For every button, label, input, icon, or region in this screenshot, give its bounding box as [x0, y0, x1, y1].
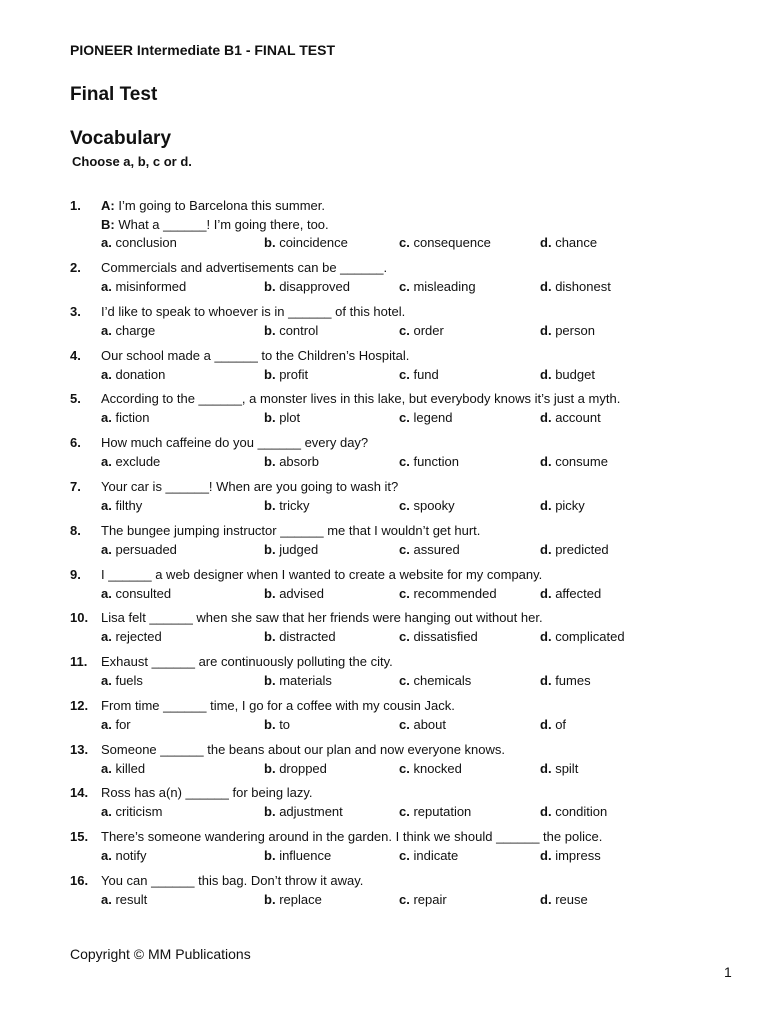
option-letter: b. — [264, 366, 276, 382]
option-letter: c. — [399, 585, 410, 601]
question-number: 13. — [70, 742, 89, 757]
option-letter: a. — [101, 453, 112, 469]
answer-option — [101, 323, 155, 338]
option-text: conclusion — [115, 235, 177, 250]
option-text: exclude — [115, 453, 161, 469]
answer-option — [399, 410, 453, 425]
option-text: to — [279, 716, 291, 732]
option-text: account — [555, 409, 601, 425]
answer-option — [264, 498, 310, 513]
option-letter: b. — [264, 409, 276, 425]
answer-option — [399, 673, 471, 688]
option-text: coincidence — [279, 235, 348, 250]
option-text: replace — [279, 891, 322, 907]
option-text: recommended — [413, 585, 497, 601]
copyright-footer: Copyright © MM Publications — [70, 946, 251, 962]
answer-option — [264, 410, 300, 425]
option-letter: b. — [264, 278, 276, 294]
option-letter: a. — [101, 585, 112, 601]
option-text: killed — [115, 760, 146, 776]
option-letter: a. — [101, 891, 112, 907]
option-text: about — [413, 716, 447, 732]
question-sentence: According to the ______, a monster lives in this lake, but everybody knows it’s just a myth. — [101, 391, 621, 406]
option-letter: a. — [101, 235, 112, 250]
question-text — [101, 873, 363, 888]
option-text: charge — [115, 322, 156, 338]
question-sentence: Your car is ______! When are you going to wash it? — [101, 479, 399, 494]
question-text — [101, 198, 325, 213]
question-sentence: I’m going to Barcelona this summer. — [118, 198, 325, 213]
question-number: 10. — [70, 610, 89, 625]
option-letter: b. — [264, 760, 276, 776]
answer-option — [540, 235, 597, 250]
question-number: 5. — [70, 391, 81, 406]
option-letter: b. — [264, 803, 276, 819]
answer-option — [399, 235, 491, 250]
option-letter: c. — [399, 322, 410, 338]
answer-option — [264, 892, 322, 907]
answer-option — [540, 804, 607, 819]
answer-option — [264, 542, 318, 557]
option-text: complicated — [555, 628, 625, 644]
option-letter: a. — [101, 716, 112, 732]
question-sentence: Ross has a(n) ______ for being lazy. — [101, 785, 313, 800]
option-text: knocked — [413, 760, 462, 776]
option-text: repair — [413, 891, 447, 907]
question-text — [101, 217, 329, 232]
answer-option — [399, 323, 444, 338]
answer-option — [399, 761, 462, 776]
answer-option — [399, 629, 478, 644]
question-number: 7. — [70, 479, 81, 494]
answer-option — [540, 410, 601, 425]
answer-option — [101, 586, 171, 601]
option-letter: a. — [101, 628, 112, 644]
answer-option — [264, 454, 319, 469]
question-number: 6. — [70, 435, 81, 450]
option-letter: d. — [540, 541, 552, 557]
option-letter: b. — [264, 672, 276, 688]
question-text — [101, 479, 398, 494]
question-text — [101, 435, 368, 450]
answer-option — [264, 367, 308, 382]
option-letter: b. — [264, 716, 276, 732]
question-sentence: Someone ______ the beans about our plan and now everyone knows. — [101, 742, 506, 757]
option-letter: d. — [540, 628, 552, 644]
question-sentence: I’d like to speak to whoever is in ______ of this hotel. — [101, 304, 406, 319]
answer-option — [101, 367, 165, 382]
answer-option — [264, 717, 290, 732]
option-letter: d. — [540, 322, 552, 338]
option-text: function — [413, 453, 460, 469]
option-letter: a. — [101, 278, 112, 294]
option-letter: b. — [264, 541, 276, 557]
speaker-label: B: — [101, 216, 115, 232]
option-text: condition — [555, 803, 608, 819]
option-letter: a. — [101, 366, 112, 382]
option-letter: d. — [540, 366, 552, 382]
answer-option — [264, 323, 318, 338]
answer-option — [264, 629, 336, 644]
question-sentence: You can ______ this bag. Don’t throw it away. — [101, 873, 364, 888]
question-text — [101, 785, 313, 800]
option-text: dropped — [279, 760, 327, 776]
question-sentence: Our school made a ______ to the Children’s Hospital. — [101, 348, 410, 363]
option-letter: b. — [264, 453, 276, 469]
question-number: 16. — [70, 873, 89, 888]
answer-option — [101, 629, 162, 644]
question-number: 3. — [70, 304, 81, 319]
question-text — [101, 304, 405, 319]
option-text: assured — [413, 541, 460, 557]
option-letter: d. — [540, 409, 552, 425]
answer-option — [399, 848, 458, 863]
question-sentence: What a ______! I’m going there, too. — [118, 216, 329, 232]
option-text: persuaded — [115, 541, 177, 557]
option-text: consulted — [115, 585, 172, 601]
option-text: result — [115, 891, 148, 907]
question-text — [101, 523, 480, 538]
page-title: Final Test — [70, 84, 158, 105]
instruction: Choose a, b, c or d. — [72, 154, 192, 169]
option-letter: d. — [540, 278, 552, 294]
option-text: dissatisfied — [413, 628, 478, 644]
option-letter: c. — [399, 847, 410, 863]
question-number: 11. — [70, 654, 88, 669]
option-text: fumes — [555, 672, 591, 688]
option-text: for — [115, 716, 131, 732]
question-text — [101, 567, 542, 582]
answer-option — [264, 848, 331, 863]
answer-option — [264, 279, 350, 294]
option-letter: a. — [101, 541, 112, 557]
option-text: reputation — [413, 803, 472, 819]
option-letter: a. — [101, 803, 112, 819]
answer-option — [540, 586, 601, 601]
answer-option — [101, 804, 162, 819]
question-number: 9. — [70, 567, 81, 582]
option-letter: d. — [540, 803, 552, 819]
answer-option — [399, 367, 439, 382]
option-letter: b. — [264, 585, 276, 601]
option-text: predicted — [555, 541, 609, 557]
option-text: reuse — [555, 891, 588, 907]
option-text: donation — [115, 366, 166, 382]
option-text: affected — [555, 585, 602, 601]
question-text — [101, 610, 543, 625]
answer-option — [399, 279, 476, 294]
option-letter: d. — [540, 847, 552, 863]
answer-option — [101, 410, 149, 425]
option-text: fuels — [115, 672, 143, 688]
question-number: 12. — [70, 698, 89, 713]
option-letter: b. — [264, 322, 276, 338]
option-text: picky — [555, 497, 585, 513]
question-text — [101, 742, 505, 757]
option-text: distracted — [279, 628, 336, 644]
option-text: misinformed — [115, 278, 187, 294]
question-text — [101, 260, 387, 275]
answer-option — [101, 454, 160, 469]
question-text — [101, 391, 620, 406]
answer-option — [540, 892, 588, 907]
option-text: fiction — [115, 409, 150, 425]
option-text: spilt — [555, 760, 579, 776]
answer-option — [101, 892, 147, 907]
question-sentence: From time ______ time, I go for a coffee with my cousin Jack. — [101, 698, 455, 713]
option-letter: d. — [540, 672, 552, 688]
option-letter: c. — [399, 278, 410, 294]
answer-option — [540, 367, 595, 382]
option-text: adjustment — [279, 803, 343, 819]
question-number: 14. — [70, 785, 89, 800]
question-number: 2. — [70, 260, 81, 275]
option-letter: a. — [101, 760, 112, 776]
question-sentence: The bungee jumping instructor ______ me that I wouldn’t get hurt. — [101, 523, 481, 538]
question-sentence: There’s someone wandering around in the garden. I think we should ______ the police. — [101, 829, 603, 844]
answer-option — [264, 804, 343, 819]
option-letter: c. — [399, 541, 410, 557]
option-letter: c. — [399, 716, 410, 732]
answer-option — [399, 454, 459, 469]
answer-option — [101, 673, 143, 688]
question-text — [101, 348, 409, 363]
question-sentence: Exhaust ______ are continuously polluting the city. — [101, 654, 393, 669]
answer-option — [101, 717, 131, 732]
option-text: control — [279, 322, 319, 338]
question-text — [101, 829, 602, 844]
option-letter: b. — [264, 235, 276, 250]
answer-option — [540, 498, 585, 513]
option-letter: d. — [540, 585, 552, 601]
question-number: 8. — [70, 523, 81, 538]
option-text: fund — [413, 366, 439, 382]
answer-option — [399, 804, 471, 819]
question-text — [101, 698, 455, 713]
page-number: 1 — [724, 964, 732, 980]
option-letter: d. — [540, 497, 552, 513]
option-letter: d. — [540, 891, 552, 907]
option-text: notify — [115, 847, 147, 863]
option-text: indicate — [413, 847, 459, 863]
answer-option — [540, 279, 611, 294]
option-text: person — [555, 322, 595, 338]
option-text: disapproved — [279, 278, 351, 294]
option-text: consume — [555, 453, 608, 469]
option-text: impress — [555, 847, 601, 863]
option-text: judged — [279, 541, 319, 557]
answer-option — [264, 761, 327, 776]
option-text: of — [555, 716, 567, 732]
answer-option — [540, 717, 566, 732]
option-text: rejected — [115, 628, 162, 644]
answer-option — [101, 542, 177, 557]
answer-option — [399, 586, 497, 601]
answer-option — [399, 542, 460, 557]
option-text: profit — [279, 366, 309, 382]
option-text: chemicals — [413, 672, 472, 688]
answer-option — [540, 629, 625, 644]
answer-option — [540, 848, 601, 863]
question-sentence: How much caffeine do you ______ every day? — [101, 435, 369, 450]
answer-option — [101, 498, 142, 513]
option-letter: c. — [399, 803, 410, 819]
option-letter: b. — [264, 628, 276, 644]
document-header: PIONEER Intermediate B1 - FINAL TEST — [70, 42, 336, 58]
option-letter: b. — [264, 891, 276, 907]
answer-option — [101, 848, 147, 863]
answer-option — [264, 586, 324, 601]
option-text: tricky — [279, 497, 310, 513]
option-letter: b. — [264, 497, 276, 513]
answer-option — [264, 235, 348, 250]
option-text: materials — [279, 672, 332, 688]
answer-option — [399, 892, 447, 907]
answer-option — [264, 673, 332, 688]
question-sentence: Commercials and advertisements can be ______. — [101, 260, 388, 275]
question-text — [101, 654, 393, 669]
option-letter: d. — [540, 453, 552, 469]
option-letter: c. — [399, 235, 410, 250]
answer-option — [101, 761, 145, 776]
option-letter: c. — [399, 366, 410, 382]
answer-option — [540, 673, 591, 688]
option-letter: d. — [540, 716, 552, 732]
answer-option — [540, 323, 595, 338]
option-letter: c. — [399, 409, 410, 425]
option-text: misleading — [413, 278, 476, 294]
question-sentence: I ______ a web designer when I wanted to create a website for my company. — [101, 567, 543, 582]
option-text: budget — [555, 366, 595, 382]
option-letter: a. — [101, 409, 112, 425]
option-letter: c. — [399, 628, 410, 644]
answer-option — [540, 542, 609, 557]
option-letter: c. — [399, 891, 410, 907]
option-letter: c. — [399, 453, 410, 469]
answer-option — [540, 761, 578, 776]
option-text: consequence — [413, 235, 491, 250]
option-text: plot — [279, 409, 301, 425]
answer-option — [399, 498, 455, 513]
question-sentence: Lisa felt ______ when she saw that her friends were hanging out without her. — [101, 610, 543, 625]
option-text: influence — [279, 847, 332, 863]
answer-option — [540, 454, 608, 469]
question-number: 1. — [70, 198, 81, 213]
answer-option — [101, 235, 177, 250]
option-letter: c. — [399, 760, 410, 776]
question-number: 4. — [70, 348, 81, 363]
section-heading: Vocabulary — [70, 128, 172, 149]
option-text: spooky — [413, 497, 455, 513]
option-text: legend — [413, 409, 453, 425]
option-text: absorb — [279, 453, 319, 469]
option-text: order — [413, 322, 444, 338]
option-letter: c. — [399, 497, 410, 513]
option-letter: a. — [101, 847, 112, 863]
option-text: dishonest — [555, 278, 611, 294]
option-text: filthy — [115, 497, 143, 513]
option-letter: c. — [399, 672, 410, 688]
option-letter: a. — [101, 322, 112, 338]
answer-option — [399, 717, 446, 732]
option-text: criticism — [115, 803, 163, 819]
question-number: 15. — [70, 829, 89, 844]
option-letter: a. — [101, 497, 112, 513]
speaker-label: A: — [101, 198, 115, 213]
option-text: advised — [279, 585, 324, 601]
option-letter: d. — [540, 760, 552, 776]
option-letter: b. — [264, 847, 276, 863]
option-text: chance — [555, 235, 598, 250]
option-letter: d. — [540, 235, 552, 250]
option-letter: a. — [101, 672, 112, 688]
answer-option — [101, 279, 186, 294]
